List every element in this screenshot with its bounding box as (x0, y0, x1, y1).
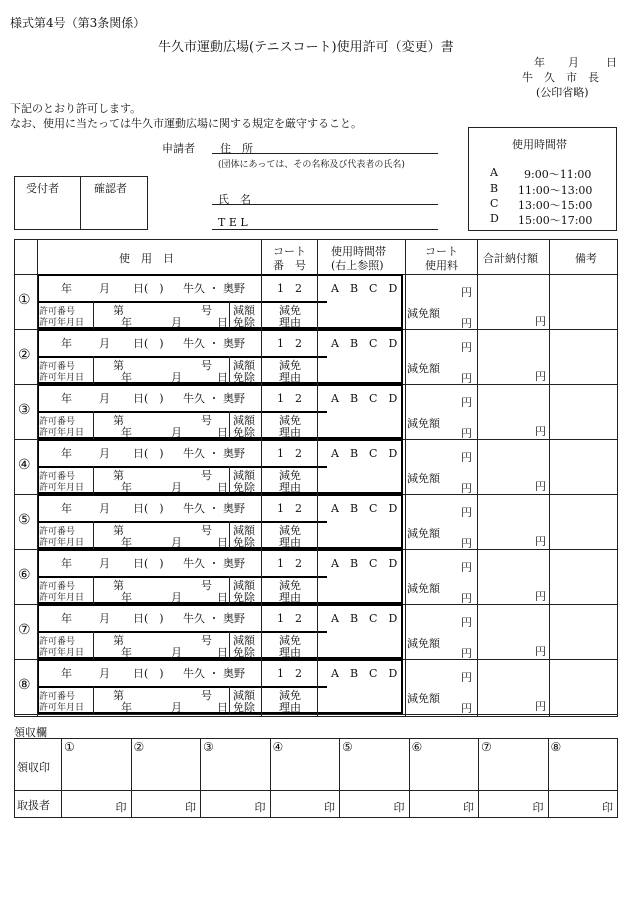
row-reason-2: 理由 (279, 371, 301, 384)
slot-b-code: B (490, 182, 499, 195)
staff-divider (80, 176, 81, 230)
row-slots[interactable]: A B C D (331, 447, 398, 460)
row-permit-day: 日 (217, 646, 228, 659)
row-courts[interactable]: 1 2 (277, 392, 302, 405)
row-day: 日( ) (133, 667, 164, 680)
date-year: 年 (534, 56, 545, 69)
time-slot-title: 使用時間帯 (512, 138, 567, 151)
row-fee-yen: 円 (461, 561, 472, 574)
address-line[interactable] (212, 153, 438, 154)
slot-a-time: 9:00～11:00 (524, 168, 592, 181)
row-permit-date-label: 許可年月日 (39, 318, 85, 328)
applicant-label: 申請者 (162, 142, 195, 155)
row-permit-year: 年 (121, 316, 132, 329)
row-place[interactable]: 牛久 ・ 奥野 (183, 557, 245, 570)
row-reason-2: 理由 (279, 481, 301, 494)
slot-b-time: 11:00～13:00 (518, 184, 593, 197)
row-dai: 第 (113, 359, 124, 372)
row-dai: 第 (113, 414, 124, 427)
receipt-col-number: ② (133, 740, 145, 754)
row-go: 号 (201, 414, 212, 427)
receipt-seal-mark[interactable]: 印 (254, 801, 266, 814)
row-genmen-2: 免除 (233, 481, 255, 494)
row-reason-1: 減免 (279, 359, 301, 372)
row-fee-yen: 円 (461, 616, 472, 629)
row-permit-date-label: 許可年月日 (39, 593, 85, 603)
row-place[interactable]: 牛久 ・ 奥野 (183, 502, 245, 515)
receipt-col-number: ⑦ (481, 740, 492, 754)
row-year: 年 (61, 337, 72, 350)
receipt-col-divider (409, 739, 410, 817)
row-permit-year: 年 (121, 371, 132, 384)
applicant-note: (団体にあっては、その名称及び代表者の氏名) (218, 160, 405, 170)
row-permit-divider (93, 631, 94, 659)
row-number: ⑦ (18, 622, 31, 638)
vline-4 (405, 240, 406, 716)
row-courts[interactable]: 1 2 (277, 502, 302, 515)
row-slots[interactable]: A B C D (331, 557, 398, 570)
row-permit-divider (93, 686, 94, 714)
row-total-yen: 円 (535, 535, 546, 548)
row-number: ③ (18, 402, 31, 418)
slot-c-code: C (490, 197, 499, 210)
receipt-col-divider (548, 739, 549, 817)
receipt-seal-mark[interactable]: 印 (115, 801, 127, 814)
row-courts[interactable]: 1 2 (277, 667, 302, 680)
seal-note: (公印省略) (536, 86, 589, 99)
row-total-yen: 円 (535, 370, 546, 383)
document-title: 牛久市運動広場(テニスコート)使用許可（変更）書 (158, 40, 454, 55)
row-reason-2: 理由 (279, 536, 301, 549)
row-total-yen: 円 (535, 315, 546, 328)
row-reduction-label: 減免額 (407, 472, 440, 485)
row-permit-day: 日 (217, 701, 228, 714)
row-day: 日( ) (133, 447, 164, 460)
row-slots[interactable]: A B C D (331, 667, 398, 680)
row-reason-1: 減免 (279, 469, 301, 482)
row-go: 号 (201, 579, 212, 592)
receipt-col-divider (339, 739, 340, 817)
row-number: ⑧ (18, 677, 31, 693)
row-number: ⑤ (18, 512, 31, 528)
usage-table (14, 239, 618, 717)
receipt-seal-mark[interactable]: 印 (393, 801, 405, 814)
row-genmen-2: 免除 (233, 591, 255, 604)
row-reduction-label: 減免額 (407, 527, 440, 540)
row-reduction-label: 減免額 (407, 582, 440, 595)
receipt-col-number: ⑥ (411, 740, 423, 754)
row-reason-2: 理由 (279, 316, 301, 329)
row-total-yen: 円 (535, 700, 546, 713)
row-reason-1: 減免 (279, 414, 301, 427)
row-fee-yen: 円 (461, 396, 472, 409)
row-genmen-2: 免除 (233, 536, 255, 549)
row-day: 日( ) (133, 557, 164, 570)
row-reduction-yen: 円 (461, 427, 472, 440)
receipt-seal-mark[interactable]: 印 (185, 801, 196, 814)
row-month: 月 (99, 392, 110, 405)
row-dai: 第 (113, 689, 124, 702)
row-permit-month: 月 (171, 646, 182, 659)
row-reason-2: 理由 (279, 591, 301, 604)
row-permit-month: 月 (171, 426, 182, 439)
row-day: 日( ) (133, 337, 164, 350)
row-slots[interactable]: A B C D (331, 502, 398, 515)
row-fee-yen: 円 (461, 671, 472, 684)
receipt-col-divider (270, 739, 271, 817)
vline-1 (37, 240, 38, 716)
receiver-label: 受付者 (26, 182, 59, 195)
row-genmen-divider (229, 631, 230, 659)
row-permit-divider (93, 301, 94, 329)
row-permit-no-label: 許可番号 (39, 637, 76, 647)
row-month: 月 (99, 282, 110, 295)
row-reason-2: 理由 (279, 426, 301, 439)
row-permit-day: 日 (217, 316, 228, 329)
row-permit-day: 日 (217, 591, 228, 604)
row-fee-yen: 円 (461, 286, 472, 299)
address-label: 住 所 (220, 142, 253, 155)
row-permit-date-label: 許可年月日 (39, 703, 85, 713)
row-total-yen: 円 (535, 480, 546, 493)
row-genmen-1: 減額 (233, 689, 255, 702)
checker-label: 確認者 (94, 182, 127, 195)
row-place[interactable]: 牛久 ・ 奥野 (183, 282, 245, 295)
row-divider (15, 714, 617, 715)
row-permit-day: 日 (217, 371, 228, 384)
row-fee-yen: 円 (461, 341, 472, 354)
row-permit-divider (93, 576, 94, 604)
row-place[interactable]: 牛久 ・ 奥野 (183, 392, 245, 405)
row-genmen-2: 免除 (233, 646, 255, 659)
row-year: 年 (61, 667, 72, 680)
form-number: 様式第4号（第3条関係） (10, 16, 146, 30)
row-permit-day: 日 (217, 481, 228, 494)
receipt-hline (15, 790, 617, 791)
header-fee-1: コート (425, 245, 458, 258)
receipt-col-divider (200, 739, 201, 817)
header-total: 合計納付額 (483, 252, 538, 265)
header-slot-2: (右上参照) (331, 259, 384, 272)
row-place[interactable]: 牛久 ・ 奥野 (183, 447, 245, 460)
row-place[interactable]: 牛久 ・ 奥野 (183, 612, 245, 625)
row-permit-no-label: 許可番号 (39, 307, 76, 317)
row-total-yen: 円 (535, 590, 546, 603)
row-slots[interactable]: A B C D (331, 282, 398, 295)
row-reduction-label: 減免額 (407, 637, 440, 650)
row-go: 号 (201, 634, 212, 647)
row-slots[interactable]: A B C D (331, 612, 398, 625)
vline-2 (261, 240, 262, 716)
row-total-yen: 円 (535, 425, 546, 438)
row-reduction-label: 減免額 (407, 362, 440, 375)
row-reason-1: 減免 (279, 579, 301, 592)
row-go: 号 (201, 359, 212, 372)
row-genmen-2: 免除 (233, 426, 255, 439)
row-slots[interactable]: A B C D (331, 337, 398, 350)
row-genmen-1: 減額 (233, 634, 255, 647)
row-permit-date-label: 許可年月日 (39, 483, 85, 493)
row-courts[interactable]: 1 2 (277, 557, 302, 570)
row-permit-no-label: 許可番号 (39, 417, 76, 427)
row-place[interactable]: 牛久 ・ 奥野 (183, 337, 245, 350)
receipt-col-divider (131, 739, 132, 817)
row-permit-date-label: 許可年月日 (39, 373, 85, 383)
row-year: 年 (61, 392, 72, 405)
row-permit-month: 月 (171, 316, 182, 329)
row-courts[interactable]: 1 2 (277, 612, 302, 625)
receipt-seal-mark[interactable]: 印 (324, 801, 335, 814)
vline-3 (317, 240, 318, 716)
row-reduction-label: 減免額 (407, 307, 440, 320)
row-permit-divider (93, 521, 94, 549)
row-go: 号 (201, 689, 212, 702)
row-reduction-yen: 円 (461, 372, 472, 385)
header-remarks: 備考 (575, 252, 597, 265)
row-reduction-yen: 円 (461, 647, 472, 660)
row-permit-date-label: 許可年月日 (39, 428, 85, 438)
row-genmen-divider (229, 521, 230, 549)
header-court-2: 番 号 (273, 259, 306, 272)
row-genmen-divider (229, 356, 230, 384)
row-go: 号 (201, 304, 212, 317)
name-line[interactable] (212, 204, 438, 205)
row-permit-month: 月 (171, 371, 182, 384)
row-dai: 第 (113, 304, 124, 317)
receipt-handler-label: 取扱者 (17, 799, 50, 812)
receipt-col-divider (478, 739, 479, 817)
row-permit-month: 月 (171, 481, 182, 494)
row-total-yen: 円 (535, 645, 546, 658)
receipt-col-number: ⑤ (342, 740, 353, 754)
receipt-seal-mark[interactable]: 印 (463, 801, 474, 814)
row-reason-1: 減免 (279, 634, 301, 647)
row-dai: 第 (113, 524, 124, 537)
row-genmen-divider (229, 466, 230, 494)
row-month: 月 (99, 557, 110, 570)
header-court-1: コート (273, 245, 306, 258)
row-permit-year: 年 (121, 426, 132, 439)
header-slot-1: 使用時間帯 (331, 245, 386, 258)
row-day: 日( ) (133, 392, 164, 405)
issuer: 牛 久 市 長 (522, 71, 599, 84)
row-month: 月 (99, 337, 110, 350)
row-month: 月 (99, 667, 110, 680)
row-genmen-1: 減額 (233, 579, 255, 592)
row-reduction-yen: 円 (461, 482, 472, 495)
receipt-col-number: ① (64, 740, 75, 754)
row-year: 年 (61, 282, 72, 295)
row-permit-month: 月 (171, 536, 182, 549)
row-permit-day: 日 (217, 426, 228, 439)
row-genmen-divider (229, 411, 230, 439)
row-day: 日( ) (133, 502, 164, 515)
slot-d-code: D (490, 212, 499, 225)
receipt-table (14, 738, 618, 818)
row-genmen-1: 減額 (233, 414, 255, 427)
row-number: ⑥ (18, 567, 31, 583)
row-reason-1: 減免 (279, 304, 301, 317)
row-dai: 第 (113, 579, 124, 592)
row-place[interactable]: 牛久 ・ 奥野 (183, 667, 245, 680)
row-genmen-divider (229, 301, 230, 329)
row-genmen-divider (229, 576, 230, 604)
receipt-seal-label: 領収印 (17, 761, 50, 774)
row-permit-no-label: 許可番号 (39, 582, 76, 592)
row-permit-no-label: 許可番号 (39, 692, 76, 702)
row-reduction-label: 減免額 (407, 692, 440, 705)
row-day: 日( ) (133, 282, 164, 295)
intro-line-1: 下記のとおり許可します。 (10, 102, 142, 115)
intro-line-2: なお、使用に当たっては牛久市運動広場に関する規定を厳守すること。 (10, 117, 362, 130)
row-courts[interactable]: 1 2 (277, 447, 302, 460)
slot-a-code: A (490, 166, 498, 179)
row-year: 年 (61, 502, 72, 515)
row-permit-no-label: 許可番号 (39, 472, 76, 482)
row-year: 年 (61, 447, 72, 460)
row-reduction-yen: 円 (461, 537, 472, 550)
row-number: ① (18, 292, 31, 308)
receipt-col-number: ④ (272, 740, 284, 754)
slot-c-time: 13:00～15:00 (518, 199, 593, 212)
row-reduction-label: 減免額 (407, 417, 440, 430)
row-genmen-1: 減額 (233, 304, 255, 317)
row-genmen-1: 減額 (233, 359, 255, 372)
vline-6 (549, 240, 550, 716)
row-permit-year: 年 (121, 481, 132, 494)
row-courts[interactable]: 1 2 (277, 282, 302, 295)
slot-d-time: 15:00～17:00 (518, 214, 593, 227)
row-go: 号 (201, 524, 212, 537)
row-permit-no-label: 許可番号 (39, 362, 76, 372)
row-year: 年 (61, 557, 72, 570)
receipt-col-number: ③ (203, 740, 214, 754)
row-reason-2: 理由 (279, 701, 301, 714)
row-genmen-2: 免除 (233, 371, 255, 384)
row-reason-1: 減免 (279, 524, 301, 537)
row-genmen-2: 免除 (233, 701, 255, 714)
date-month: 月 (568, 56, 579, 69)
vline-5 (477, 240, 478, 716)
row-permit-year: 年 (121, 646, 132, 659)
receipt-seal-mark[interactable]: 印 (602, 801, 613, 814)
row-permit-year: 年 (121, 536, 132, 549)
row-genmen-2: 免除 (233, 316, 255, 329)
row-reduction-yen: 円 (461, 592, 472, 605)
row-permit-date-label: 許可年月日 (39, 538, 85, 548)
row-fee-yen: 円 (461, 451, 472, 464)
row-genmen-divider (229, 686, 230, 714)
name-label: 氏 名 (218, 193, 251, 206)
row-permit-year: 年 (121, 591, 132, 604)
receipt-seal-mark[interactable]: 印 (532, 801, 544, 814)
row-genmen-1: 減額 (233, 524, 255, 537)
row-reason-2: 理由 (279, 646, 301, 659)
row-courts[interactable]: 1 2 (277, 337, 302, 350)
row-number: ② (18, 347, 31, 363)
row-permit-month: 月 (171, 591, 182, 604)
row-month: 月 (99, 447, 110, 460)
row-year: 年 (61, 612, 72, 625)
row-reduction-yen: 円 (461, 317, 472, 330)
receipt-col-number: ⑧ (550, 740, 562, 754)
row-day: 日( ) (133, 612, 164, 625)
row-permit-no-label: 許可番号 (39, 527, 76, 537)
row-permit-day: 日 (217, 536, 228, 549)
row-month: 月 (99, 502, 110, 515)
row-slots[interactable]: A B C D (331, 392, 398, 405)
row-permit-divider (93, 411, 94, 439)
tel-label: T E L (218, 216, 248, 229)
row-reduction-yen: 円 (461, 702, 472, 715)
receipt-vline-0 (61, 739, 62, 817)
header-fee-2: 使用料 (425, 259, 458, 272)
row-permit-date-label: 許可年月日 (39, 648, 85, 658)
row-permit-month: 月 (171, 701, 182, 714)
date-day: 日 (606, 56, 617, 69)
row-month: 月 (99, 612, 110, 625)
row-reason-1: 減免 (279, 689, 301, 702)
receipt-title: 領収欄 (14, 726, 47, 739)
row-dai: 第 (113, 634, 124, 647)
row-dai: 第 (113, 469, 124, 482)
row-go: 号 (201, 469, 212, 482)
row-number: ④ (18, 457, 31, 473)
tel-line[interactable] (212, 229, 438, 230)
header-date: 使 用 日 (119, 252, 174, 265)
row-permit-divider (93, 466, 94, 494)
row-permit-year: 年 (121, 701, 132, 714)
row-permit-divider (93, 356, 94, 384)
row-fee-yen: 円 (461, 506, 472, 519)
row-genmen-1: 減額 (233, 469, 255, 482)
